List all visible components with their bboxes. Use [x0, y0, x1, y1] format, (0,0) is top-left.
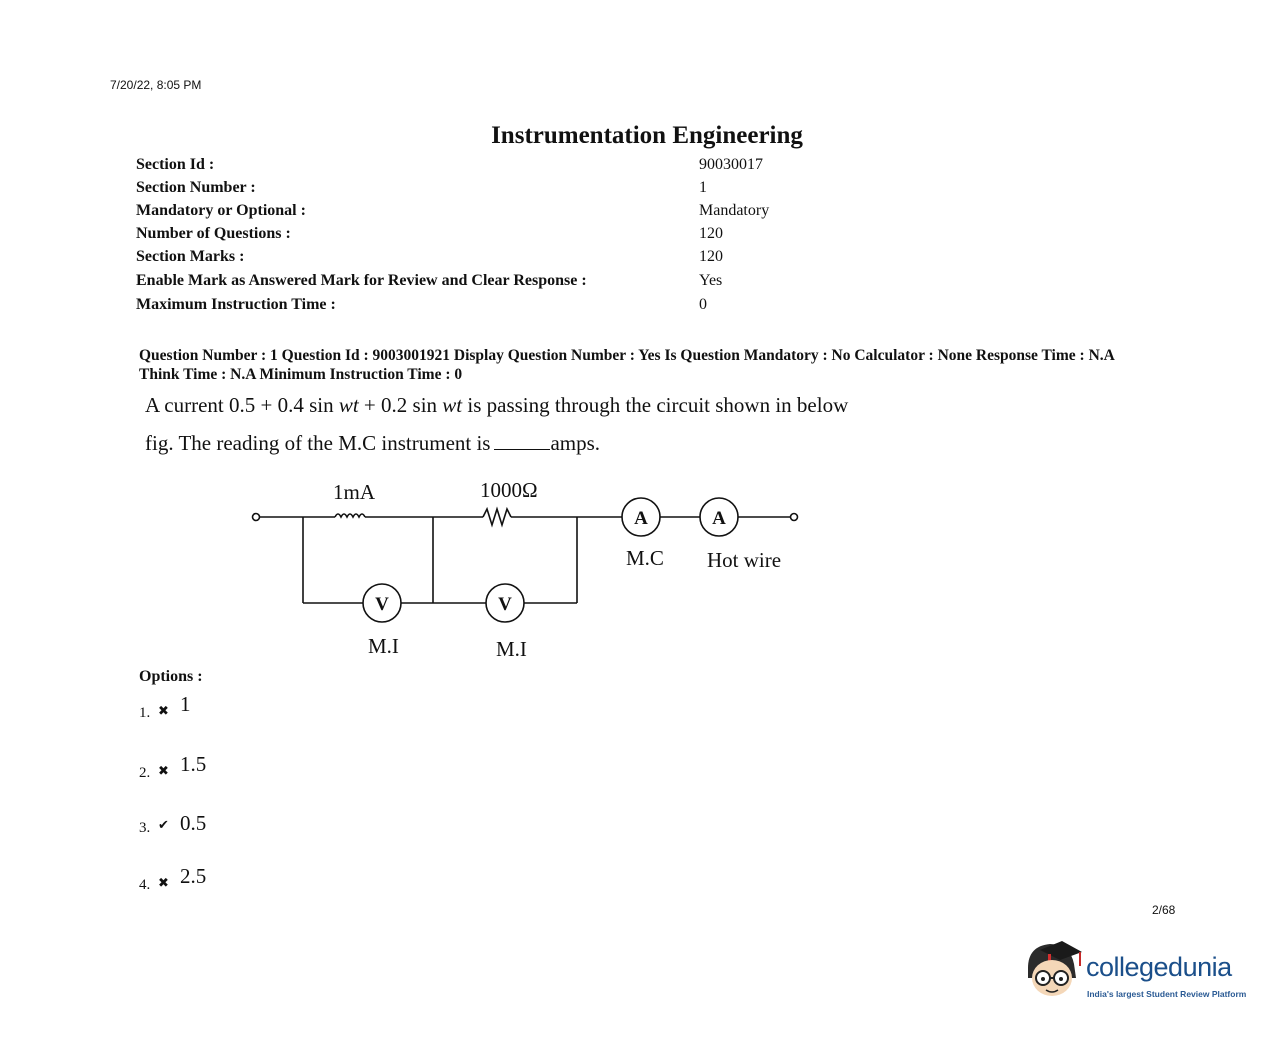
- option-text: 2.5: [180, 864, 207, 888]
- mandatory-label: Mandatory or Optional :: [136, 202, 306, 219]
- option-number: 1.: [139, 705, 151, 721]
- section-number-label: Section Number :: [136, 179, 256, 196]
- enable-mark-value: Yes: [699, 272, 723, 289]
- option-number: 3.: [139, 820, 151, 836]
- check-icon: ✔: [158, 817, 169, 832]
- logo-tagline: India's largest Student Review Platform: [1087, 989, 1247, 999]
- inductor-coil-icon: [335, 514, 365, 517]
- section-id-label: Section Id :: [136, 156, 215, 173]
- enable-mark-label: Enable Mark as Answered Mark for Review and Clear Response :: [136, 272, 587, 289]
- option-text: 1: [180, 692, 191, 716]
- question-text-part: is passing through the circuit shown in below: [462, 393, 849, 417]
- answer-blank: [494, 448, 550, 450]
- cross-icon: ✖: [158, 703, 169, 718]
- number-of-questions-value: 120: [699, 225, 723, 242]
- input-terminal: [253, 514, 260, 521]
- options-label: Options :: [139, 668, 203, 685]
- option-number: 4.: [139, 877, 151, 893]
- question-text-part: amps.: [550, 431, 601, 455]
- mc-label: M.C: [626, 546, 664, 570]
- section-number-value: 1: [699, 179, 707, 196]
- page-title: Instrumentation Engineering: [491, 122, 803, 149]
- question-text-part: A current 0.5 + 0.4 sin: [145, 393, 339, 417]
- logo-wordmark: collegedunia: [1086, 952, 1232, 982]
- question-header: Question Number : 1 Question Id : 9003001921 Display Question Number : Yes Is Question Mandatory : No Calculator : None Response Time : N.A Think Time : N.A Minimum Instruction Time : 0: [139, 347, 1114, 383]
- ammeter-mc-symbol: A: [634, 508, 648, 529]
- voltmeter-symbol-1: V: [375, 594, 389, 615]
- max-instruction-time-value: 0: [699, 296, 707, 313]
- max-instruction-time-label: Maximum Instruction Time :: [136, 296, 336, 313]
- section-marks-value: 120: [699, 248, 723, 265]
- question-text-line-2: [145, 431, 600, 456]
- number-of-questions-label: Number of Questions :: [136, 225, 291, 242]
- option-text: 0.5: [180, 811, 207, 835]
- question-var-wt: wt: [442, 393, 463, 417]
- question-text-part: + 0.2 sin: [358, 393, 443, 417]
- mandatory-value: Mandatory: [699, 202, 770, 219]
- cross-icon: ✖: [158, 875, 169, 890]
- option-text: 1.5: [180, 752, 207, 776]
- circuit-diagram: [240, 470, 810, 670]
- cross-icon: ✖: [158, 763, 169, 778]
- option-number: 2.: [139, 765, 151, 781]
- resistor-icon: [483, 509, 511, 525]
- print-date: 7/20/22, 8:05 PM: [110, 78, 202, 92]
- mascot-icon: [1028, 941, 1082, 996]
- ammeter-hotwire-symbol: A: [712, 508, 726, 529]
- inductor-label: 1mA: [333, 480, 375, 504]
- mi-label-2: M.I: [496, 637, 527, 661]
- output-terminal: [791, 514, 798, 521]
- question-text-part: fig. The reading of the M.C instrument is: [145, 431, 491, 455]
- resistor-label: 1000Ω: [480, 478, 538, 502]
- section-marks-label: Section Marks :: [136, 248, 245, 265]
- question-text-line-1: [145, 393, 848, 418]
- mi-label-1: M.I: [368, 634, 399, 658]
- page-number: 2/68: [1152, 903, 1176, 917]
- hotwire-label: Hot wire: [707, 548, 782, 572]
- voltmeter-symbol-2: V: [498, 594, 512, 615]
- question-var-wt: wt: [338, 393, 359, 417]
- section-id-value: 90030017: [699, 156, 763, 173]
